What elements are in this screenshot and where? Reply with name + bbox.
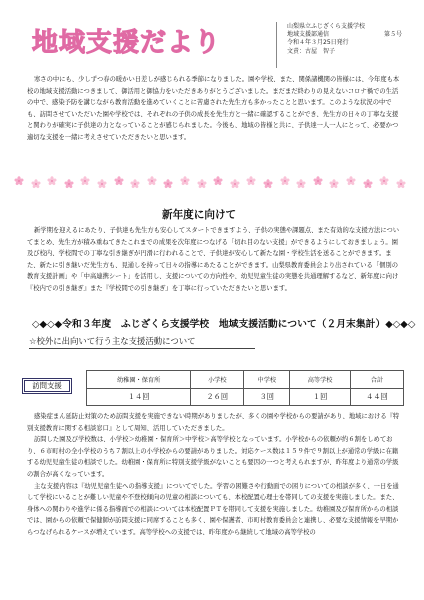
sakura-flower-icon: [280, 176, 290, 186]
section1-body: 新学期を迎えるにあたり、子供達も先生方も安心してスタートできますよう、子供の実態や課題点、また有効的な支援方法についてまとめ、先生方が積み重ねてきたこれまでの成果を次年度につなげる「切れ目のない支援」ができるようにしておきましょう。園及び校内、学校間での丁寧な引き継ぎが円滑に行われることで、子供達が安心して新たな園・学校生活を送ることができます。また、新たに引き継いだ先生方も、見通しを持って日々の指導にあたることができます。山梨県教育委員会より出されている「個別の教育支援計画」や「中高連携シート」を活用し、支援についての方向性や、幼児児童生徒の実態を共通理解するなど、新年度に向け『校内での引き継ぎ』また『学校間での引き継ぎ』を丁寧に行っていただきたいと思います。: [27, 227, 400, 292]
body-paragraph: 訪問した園及び学校数は、小学校＞幼稚園・保育所＞中学校＞高等学校となっています。小学校からの依頼が約６割をしめており、６市町村の全小学校のうち７割以上の小学校からの要請がありました。対応ケース数は１５９件で９割以上が通常の学級に在籍する幼児児童生徒の相談でした。幼稚園・保育所に特別支援学級がないことも要因の一つと考えられますが、昨年度より通常の学級の割合が高くなっています。: [27, 436, 399, 478]
body-paragraph: 感染症まん延防止対策のため訪問支援を実施できない時期がありましたが、多くの園や学校からの要請があり、地域における『特別支援教育に関する相談窓口』として周知、活用していただきました。: [27, 413, 400, 432]
sakura-flower-icon: [246, 176, 256, 186]
table-header-row: [87, 371, 404, 389]
sakura-flower-icon: [80, 176, 90, 186]
table-value-row: [87, 389, 404, 406]
section2-title: ◇◆◇◆令和３年度 ふじざくら支援学校 地域支援活動について（２月末集計）◆◇◆◇: [32, 319, 416, 330]
body-paragraph: 主な支援内容は『幼児児童生徒への指導支援』についてでした。学習の困難さや行動面での困りについての相談が多く、一日を通して学校にいることが難しい児童や不登校傾向の児童の相談についても、本校配置心理士を帯同しての支援を実施しました。また、身体への関わりや進学に係る指導面での相談については本校配置ＰＴを帯同して支援を実施しました。幼稚園及び保育所からの相談では、園からの依頼で保健師が訪問支援に同席することも多く、園や保護者、市町村教育委員会と連携し、必要な支援情報を早期からつなげられるケースが増えています。高等学校への支援では、昨年度から継続して地域の高等学校の: [27, 482, 399, 536]
sakura-flower-icon: [396, 179, 406, 189]
subtitle-underline: [29, 348, 255, 349]
sakura-flower-icon: [313, 176, 323, 186]
issue-date: 令和４年３月25日発行: [287, 39, 349, 47]
table-value-cell: ４４回: [350, 389, 403, 406]
sakura-flower-icon: [329, 179, 339, 189]
table-header-cell: 中学校: [244, 371, 290, 389]
sakura-flower-icon: [230, 179, 240, 189]
sakura-flower-icon: [346, 176, 356, 186]
masthead: [32, 22, 221, 59]
issue-number: 第５号: [383, 31, 402, 39]
table-header-cell: 高等学校: [290, 371, 351, 389]
department-name: 地域支援部通信: [287, 31, 330, 39]
table-value-cell: ３回: [244, 389, 290, 406]
sakura-flower-icon: [130, 179, 140, 189]
sakura-flower-icon: [296, 179, 306, 189]
section1-title: 新年度に向けて: [162, 209, 237, 221]
section2-body: [27, 411, 403, 539]
sakura-divider: [14, 176, 410, 190]
table-header-cell: 合計: [350, 371, 403, 389]
sakura-flower-icon: [363, 179, 373, 189]
sakura-flower-icon: [97, 179, 107, 189]
newsletter-header: [0, 0, 424, 72]
issue-info: [276, 22, 406, 68]
table-header-cell: 小学校: [191, 371, 244, 389]
table-value-cell: １４回: [87, 389, 191, 406]
table-header-cell: 幼稚園・保育所: [87, 371, 191, 389]
table-value-cell: １回: [290, 389, 351, 406]
sakura-flower-icon: [31, 179, 41, 189]
sakura-flower-icon: [14, 176, 24, 186]
sakura-flower-icon: [213, 176, 223, 186]
newsletter-title: 地域支援だより: [32, 28, 222, 58]
intro-paragraph: 寒さの中にも、少しずつ春の暖かい日差しが感じられる季節になりました。園や学校、また、関係諸機関の皆様には、今年度も本校の地域支援活動につきまして、御活用と御協力をいただきありがとうございました。まだまだ終わりの見えないコロナ禍での生活の中で、感染予防を講じながら教育活動を進めていくことに苦慮された先生方も多かったことと思います。このような状況の中でも、訪問させていただいた園や学校では、それぞれの子供の成長を先生方と一緒に確認することができ、先生方の日々の丁寧な支援と関わりが確実に子供達の力となっていることが感じられました。今後も、地域の皆様と共に、子供達一人一人にとって、必要かつ適切な支援を一緒に考えさせていただきたいと思います。: [27, 76, 400, 141]
visit-support-label: 訪問支援: [22, 378, 72, 394]
sakura-flower-icon: [163, 179, 173, 189]
sakura-flower-icon: [197, 179, 207, 189]
table-value-cell: ２６回: [191, 389, 244, 406]
sakura-flower-icon: [64, 179, 74, 189]
sakura-flower-icon: [180, 176, 190, 186]
section2-subtitle: ☆校外に出向いて行う主な支援活動について: [29, 336, 196, 346]
sakura-flower-icon: [114, 176, 124, 186]
sakura-flower-icon: [147, 176, 157, 186]
school-name: 山梨県立ふじざくら支援学校: [287, 23, 366, 30]
sakura-flower-icon: [379, 176, 389, 186]
issue-author: 文責：古屋 智子: [287, 47, 336, 55]
sakura-flower-icon: [263, 179, 273, 189]
visit-count-table: [86, 370, 404, 406]
sakura-flower-icon: [47, 176, 57, 186]
